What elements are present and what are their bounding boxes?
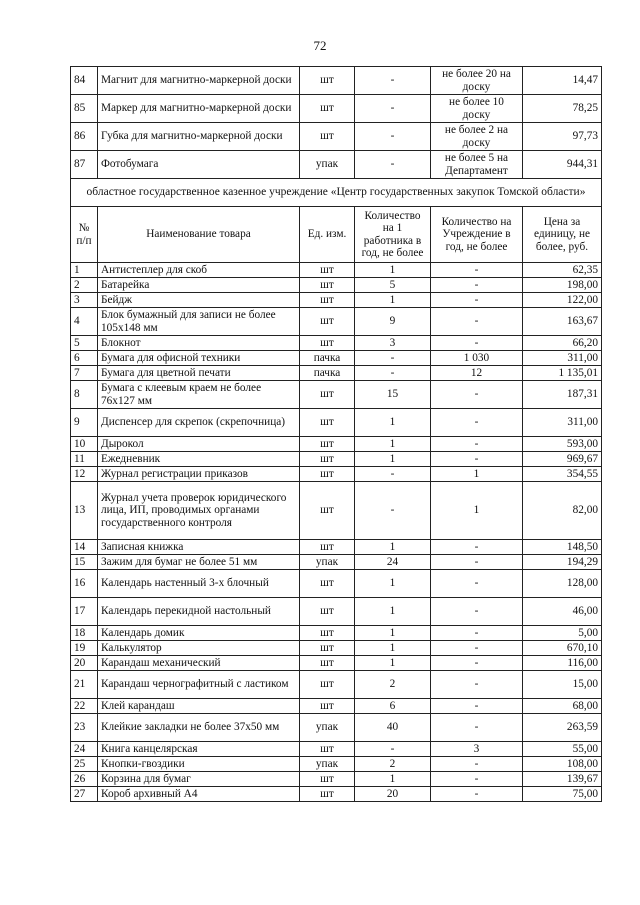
price-cell: 68,00 <box>523 699 602 714</box>
col-header-name: Наименование товара <box>98 207 300 263</box>
unit-cell: шт <box>300 540 355 555</box>
per-institution-cell: - <box>431 263 523 278</box>
price-cell: 311,00 <box>523 409 602 437</box>
per-worker-cell: 15 <box>355 381 431 409</box>
unit-cell: шт <box>300 787 355 802</box>
table-row <box>71 787 602 802</box>
item-name: Короб архивный А4 <box>98 787 300 802</box>
row-number: 2 <box>71 278 98 293</box>
per-institution-cell: - <box>431 570 523 598</box>
row-number: 21 <box>71 671 98 699</box>
item-name: Бумага для офисной техники <box>98 351 300 366</box>
table-row <box>71 656 602 671</box>
unit-cell: шт <box>300 742 355 757</box>
item-name: Календарь домик <box>98 626 300 641</box>
per-worker-cell: 5 <box>355 278 431 293</box>
per-institution-cell: - <box>431 308 523 336</box>
previous-section-rows <box>71 67 602 179</box>
table-row <box>71 482 602 540</box>
per-institution-cell: - <box>431 278 523 293</box>
per-institution-cell: - <box>431 540 523 555</box>
row-number: 23 <box>71 714 98 742</box>
item-name: Бумага с клеевым краем не более 76х127 мм <box>98 381 300 409</box>
unit-cell: шт <box>300 598 355 626</box>
row-number: 27 <box>71 787 98 802</box>
per-worker-cell: 1 <box>355 409 431 437</box>
table-row <box>71 123 602 151</box>
unit-cell: шт <box>300 452 355 467</box>
unit-cell: шт <box>300 467 355 482</box>
table-row <box>71 467 602 482</box>
item-name: Магнит для магнитно-маркерной доски <box>98 67 300 95</box>
row-number: 17 <box>71 598 98 626</box>
per-institution-cell: - <box>431 381 523 409</box>
row-number: 24 <box>71 742 98 757</box>
unit-cell: шт <box>300 626 355 641</box>
table-row <box>71 555 602 570</box>
per-institution-cell: 1 <box>431 467 523 482</box>
per-worker-cell: - <box>355 123 431 151</box>
col-header-price: Цена за единицу, не более, руб. <box>523 207 602 263</box>
per-institution-cell: - <box>431 757 523 772</box>
row-number: 26 <box>71 772 98 787</box>
unit-cell: шт <box>300 570 355 598</box>
per-worker-cell: 1 <box>355 540 431 555</box>
per-institution-cell: - <box>431 656 523 671</box>
price-cell: 670,10 <box>523 641 602 656</box>
unit-cell: шт <box>300 772 355 787</box>
item-name: Маркер для магнитно-маркерной доски <box>98 95 300 123</box>
table-row <box>71 452 602 467</box>
per-institution-cell: 12 <box>431 366 523 381</box>
item-name: Бумага для цветной печати <box>98 366 300 381</box>
table-row <box>71 351 602 366</box>
price-cell: 15,00 <box>523 671 602 699</box>
price-cell: 198,00 <box>523 278 602 293</box>
unit-cell: шт <box>300 67 355 95</box>
row-number: 12 <box>71 467 98 482</box>
item-name: Записная книжка <box>98 540 300 555</box>
per-institution-cell: - <box>431 598 523 626</box>
price-cell: 944,31 <box>523 151 602 179</box>
price-cell: 62,35 <box>523 263 602 278</box>
section-title: областное государственное казенное учреждение «Центр государственных закупок Томской области» <box>71 179 602 207</box>
per-worker-cell: - <box>355 482 431 540</box>
row-number: 19 <box>71 641 98 656</box>
goods-table <box>70 66 602 802</box>
row-number: 15 <box>71 555 98 570</box>
table-row <box>71 641 602 656</box>
item-name: Календарь настенный 3-х блочный <box>98 570 300 598</box>
per-institution-cell: - <box>431 714 523 742</box>
price-cell: 5,00 <box>523 626 602 641</box>
per-worker-cell: 1 <box>355 598 431 626</box>
row-number: 16 <box>71 570 98 598</box>
row-number: 4 <box>71 308 98 336</box>
price-cell: 116,00 <box>523 656 602 671</box>
per-institution-cell: - <box>431 699 523 714</box>
unit-cell: шт <box>300 293 355 308</box>
item-name: Калькулятор <box>98 641 300 656</box>
per-worker-cell: - <box>355 467 431 482</box>
column-header-row <box>71 207 602 263</box>
item-name: Клей карандаш <box>98 699 300 714</box>
table-row <box>71 742 602 757</box>
price-cell: 139,67 <box>523 772 602 787</box>
table-row <box>71 263 602 278</box>
item-name: Карандаш чернографитный с ластиком <box>98 671 300 699</box>
per-worker-cell: - <box>355 67 431 95</box>
col-header-num: № п/п <box>71 207 98 263</box>
per-worker-cell: - <box>355 151 431 179</box>
per-worker-cell: 1 <box>355 452 431 467</box>
row-number: 11 <box>71 452 98 467</box>
row-number: 87 <box>71 151 98 179</box>
table-row <box>71 437 602 452</box>
row-number: 6 <box>71 351 98 366</box>
unit-cell: шт <box>300 278 355 293</box>
price-cell: 354,55 <box>523 467 602 482</box>
item-name: Дырокол <box>98 437 300 452</box>
price-cell: 46,00 <box>523 598 602 626</box>
item-name: Корзина для бумаг <box>98 772 300 787</box>
price-cell: 311,00 <box>523 351 602 366</box>
item-name: Книга канцелярская <box>98 742 300 757</box>
item-name: Журнал регистрации приказов <box>98 467 300 482</box>
unit-cell: шт <box>300 641 355 656</box>
per-institution-cell: не более 20 на доску <box>431 67 523 95</box>
table-row <box>71 409 602 437</box>
per-worker-cell: 1 <box>355 772 431 787</box>
table-row <box>71 278 602 293</box>
table-row <box>71 308 602 336</box>
per-worker-cell: 3 <box>355 336 431 351</box>
row-number: 13 <box>71 482 98 540</box>
price-cell: 187,31 <box>523 381 602 409</box>
price-cell: 55,00 <box>523 742 602 757</box>
price-cell: 263,59 <box>523 714 602 742</box>
price-cell: 122,00 <box>523 293 602 308</box>
unit-cell: шт <box>300 263 355 278</box>
price-cell: 66,20 <box>523 336 602 351</box>
per-worker-cell: 6 <box>355 699 431 714</box>
page-number: 72 <box>313 38 327 53</box>
item-name: Календарь перекидной настольный <box>98 598 300 626</box>
per-institution-cell: - <box>431 409 523 437</box>
per-worker-cell: 1 <box>355 437 431 452</box>
per-worker-cell: 24 <box>355 555 431 570</box>
col-header-per-institution: Количество на Учреждение в год, не более <box>431 207 523 263</box>
per-worker-cell: 9 <box>355 308 431 336</box>
per-worker-cell: 1 <box>355 293 431 308</box>
price-cell: 163,67 <box>523 308 602 336</box>
row-number: 14 <box>71 540 98 555</box>
table-row <box>71 336 602 351</box>
item-name: Губка для магнитно-маркерной доски <box>98 123 300 151</box>
unit-cell: шт <box>300 308 355 336</box>
item-name: Бейдж <box>98 293 300 308</box>
item-name: Ежедневник <box>98 452 300 467</box>
per-institution-cell: - <box>431 437 523 452</box>
unit-cell: шт <box>300 656 355 671</box>
row-number: 22 <box>71 699 98 714</box>
price-cell: 78,25 <box>523 95 602 123</box>
item-name: Диспенсер для скрепок (скрепочница) <box>98 409 300 437</box>
per-institution-cell: не более 2 на доску <box>431 123 523 151</box>
per-worker-cell: 1 <box>355 263 431 278</box>
per-institution-cell: не более 10 доску <box>431 95 523 123</box>
per-institution-cell: - <box>431 787 523 802</box>
price-cell: 82,00 <box>523 482 602 540</box>
price-cell: 1 135,01 <box>523 366 602 381</box>
per-worker-cell: 40 <box>355 714 431 742</box>
item-name: Кнопки-гвоздики <box>98 757 300 772</box>
item-name: Блокнот <box>98 336 300 351</box>
row-number: 5 <box>71 336 98 351</box>
unit-cell: шт <box>300 699 355 714</box>
table-row <box>71 540 602 555</box>
item-name: Карандаш механический <box>98 656 300 671</box>
per-institution-cell: не более 5 на Департамент <box>431 151 523 179</box>
unit-cell: пачка <box>300 351 355 366</box>
item-name: Блок бумажный для записи не более 105x148 мм <box>98 308 300 336</box>
per-worker-cell: - <box>355 95 431 123</box>
price-cell: 194,29 <box>523 555 602 570</box>
price-cell: 593,00 <box>523 437 602 452</box>
row-number: 8 <box>71 381 98 409</box>
unit-cell: шт <box>300 409 355 437</box>
unit-cell: шт <box>300 482 355 540</box>
table-row <box>71 151 602 179</box>
per-worker-cell: 2 <box>355 671 431 699</box>
per-worker-cell: 1 <box>355 570 431 598</box>
per-institution-cell: - <box>431 641 523 656</box>
item-name: Зажим для бумаг не более 51 мм <box>98 555 300 570</box>
row-number: 1 <box>71 263 98 278</box>
unit-cell: упак <box>300 555 355 570</box>
price-cell: 108,00 <box>523 757 602 772</box>
per-worker-cell: 20 <box>355 787 431 802</box>
row-number: 3 <box>71 293 98 308</box>
unit-cell: шт <box>300 123 355 151</box>
row-number: 25 <box>71 757 98 772</box>
unit-cell: шт <box>300 336 355 351</box>
table-row <box>71 381 602 409</box>
item-name: Антистеплер для скоб <box>98 263 300 278</box>
main-rows <box>71 263 602 802</box>
unit-cell: шт <box>300 381 355 409</box>
per-institution-cell: - <box>431 555 523 570</box>
table-row <box>71 366 602 381</box>
table-row <box>71 671 602 699</box>
price-cell: 75,00 <box>523 787 602 802</box>
table-row <box>71 699 602 714</box>
unit-cell: упак <box>300 757 355 772</box>
per-worker-cell: 1 <box>355 641 431 656</box>
table-row <box>71 772 602 787</box>
item-name: Клейкие закладки не более 37х50 мм <box>98 714 300 742</box>
unit-cell: упак <box>300 151 355 179</box>
per-worker-cell: - <box>355 742 431 757</box>
row-number: 7 <box>71 366 98 381</box>
table-row <box>71 598 602 626</box>
per-institution-cell: 1 030 <box>431 351 523 366</box>
per-worker-cell: 1 <box>355 656 431 671</box>
col-header-unit: Ед. изм. <box>300 207 355 263</box>
table-row <box>71 67 602 95</box>
per-institution-cell: - <box>431 626 523 641</box>
table-row <box>71 757 602 772</box>
unit-cell: шт <box>300 437 355 452</box>
per-worker-cell: - <box>355 366 431 381</box>
price-cell: 969,67 <box>523 452 602 467</box>
per-institution-cell: - <box>431 293 523 308</box>
row-number: 85 <box>71 95 98 123</box>
per-worker-cell: - <box>355 351 431 366</box>
price-cell: 97,73 <box>523 123 602 151</box>
per-institution-cell: 1 <box>431 482 523 540</box>
table-row <box>71 293 602 308</box>
item-name: Батарейка <box>98 278 300 293</box>
table-row <box>71 570 602 598</box>
table-row <box>71 626 602 641</box>
unit-cell: шт <box>300 95 355 123</box>
item-name: Фотобумага <box>98 151 300 179</box>
price-cell: 14,47 <box>523 67 602 95</box>
per-worker-cell: 1 <box>355 626 431 641</box>
per-institution-cell: - <box>431 671 523 699</box>
row-number: 20 <box>71 656 98 671</box>
per-worker-cell: 2 <box>355 757 431 772</box>
col-header-per-worker: Количество на 1 работника в год, не более <box>355 207 431 263</box>
row-number: 86 <box>71 123 98 151</box>
unit-cell: упак <box>300 714 355 742</box>
row-number: 84 <box>71 67 98 95</box>
row-number: 9 <box>71 409 98 437</box>
per-institution-cell: 3 <box>431 742 523 757</box>
price-cell: 148,50 <box>523 540 602 555</box>
row-number: 18 <box>71 626 98 641</box>
item-name: Журнал учета проверок юридического лица, ИП, проводимых органами государственного контроля <box>98 482 300 540</box>
row-number: 10 <box>71 437 98 452</box>
per-institution-cell: - <box>431 452 523 467</box>
per-institution-cell: - <box>431 772 523 787</box>
table-row <box>71 95 602 123</box>
unit-cell: пачка <box>300 366 355 381</box>
per-institution-cell: - <box>431 336 523 351</box>
price-cell: 128,00 <box>523 570 602 598</box>
section-header <box>71 179 602 263</box>
table-row <box>71 714 602 742</box>
unit-cell: шт <box>300 671 355 699</box>
